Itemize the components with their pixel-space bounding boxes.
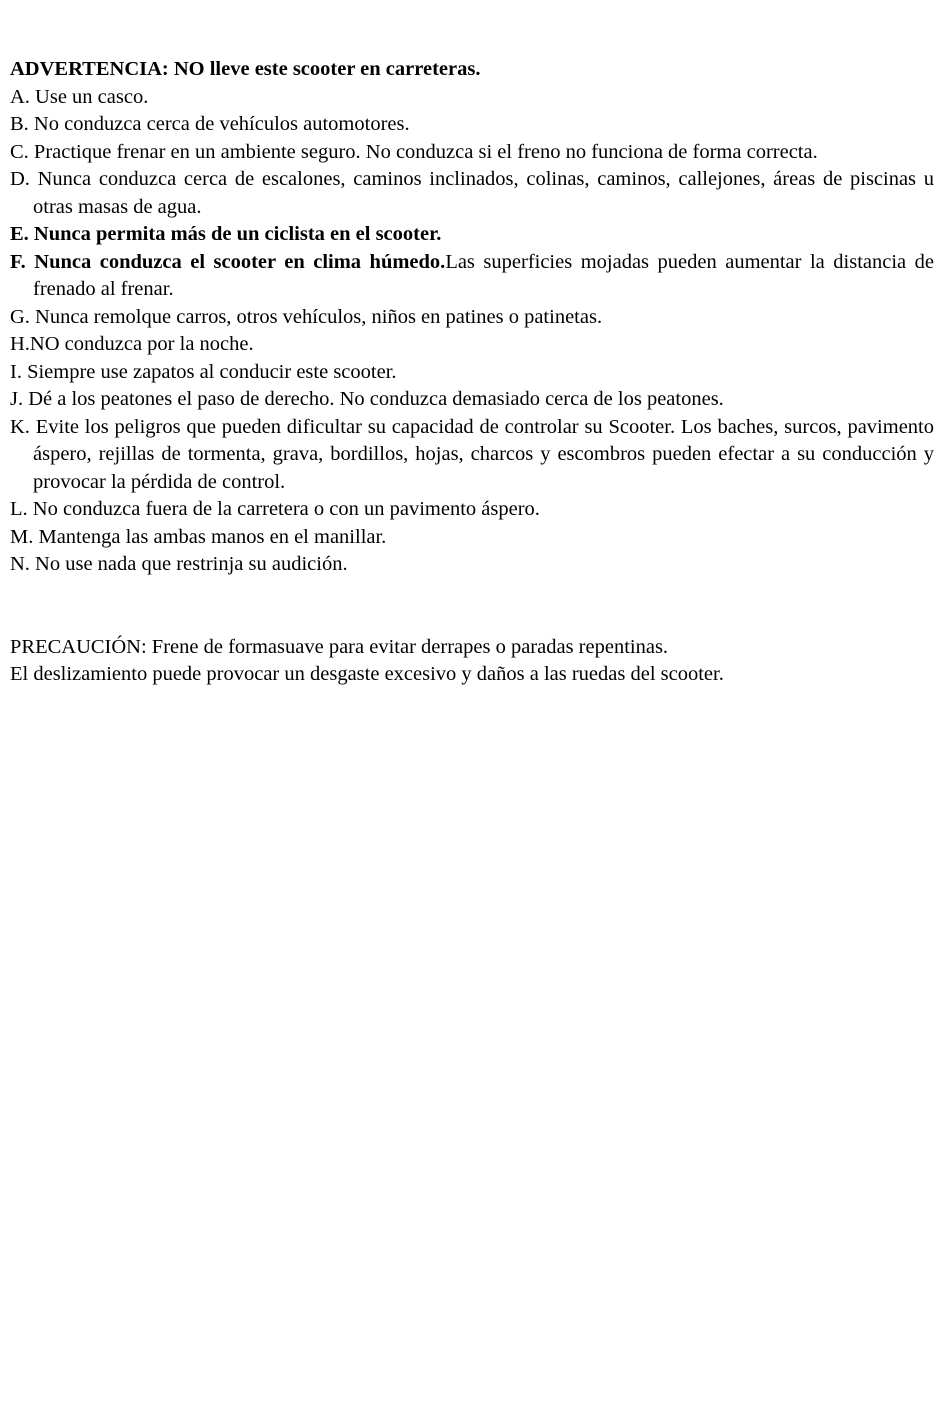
warning-item-l: L. No conduzca fuera de la carretera o con un pavimento áspero. — [10, 498, 540, 520]
caution-line-1: PRECAUCIÓN: Frene de formasuave para evitar derrapes o paradas repentinas. — [10, 635, 669, 658]
warning-heading: ADVERTENCIA: NO lleve este scooter en carreteras. — [10, 58, 481, 80]
warning-item-e: E. Nunca permita más de un ciclista en el scooter. — [10, 223, 442, 245]
warning-item-m: M. Mantenga las ambas manos en el manillar. — [10, 525, 387, 548]
warning-item-d: D. Nunca conduzca cerca de escalones, caminos inclinados, colinas, caminos, callejones, áreas de piscinas u otras masas de agua. — [10, 168, 934, 218]
warning-item-i: I. Siempre use zapatos al conducir este scooter. — [10, 360, 397, 383]
warning-item-k: K. Evite los peligros que pueden dificultar su capacidad de controlar su Scooter. Los baches, surcos, pavimento áspero, rejillas de tormenta, grava, bordillos, hojas, charcos y escombros pueden efectar a su conducción y provocar la pérdida de control. — [10, 415, 934, 493]
warning-item-j: J. Dé a los peatones el paso de derecho. No conduzca demasiado cerca de los peatones. — [10, 388, 724, 410]
caution-line-2: El deslizamiento puede provocar un desgaste excesivo y daños a las ruedas del scooter. — [10, 663, 724, 685]
warning-item-h: H.NO conduzca por la noche. — [10, 333, 254, 355]
warning-item-b: B. No conduzca cerca de vehículos automotores. — [10, 113, 410, 135]
warning-item-n: N. No use nada que restrinja su audición. — [10, 553, 348, 575]
warning-item-f-text: Las superficies mojadas pueden aumentar la distancia de frenado al frenar. — [33, 250, 934, 300]
warning-item-a: A. Use un casco. — [10, 85, 149, 108]
section-spacer — [10, 579, 934, 634]
warning-item-c: C. Practique frenar en un ambiente seguro. No conduzca si el freno no funciona de forma correcta. — [10, 140, 818, 163]
warning-item-g: G. Nunca remolque carros, otros vehículos, niños en patines o patinetas. — [10, 305, 603, 328]
warning-item-f — [10, 249, 934, 304]
warning-item-f-bold: F. Nunca conduzca el scooter en clima húmedo. — [10, 250, 446, 273]
document-page — [10, 56, 934, 689]
